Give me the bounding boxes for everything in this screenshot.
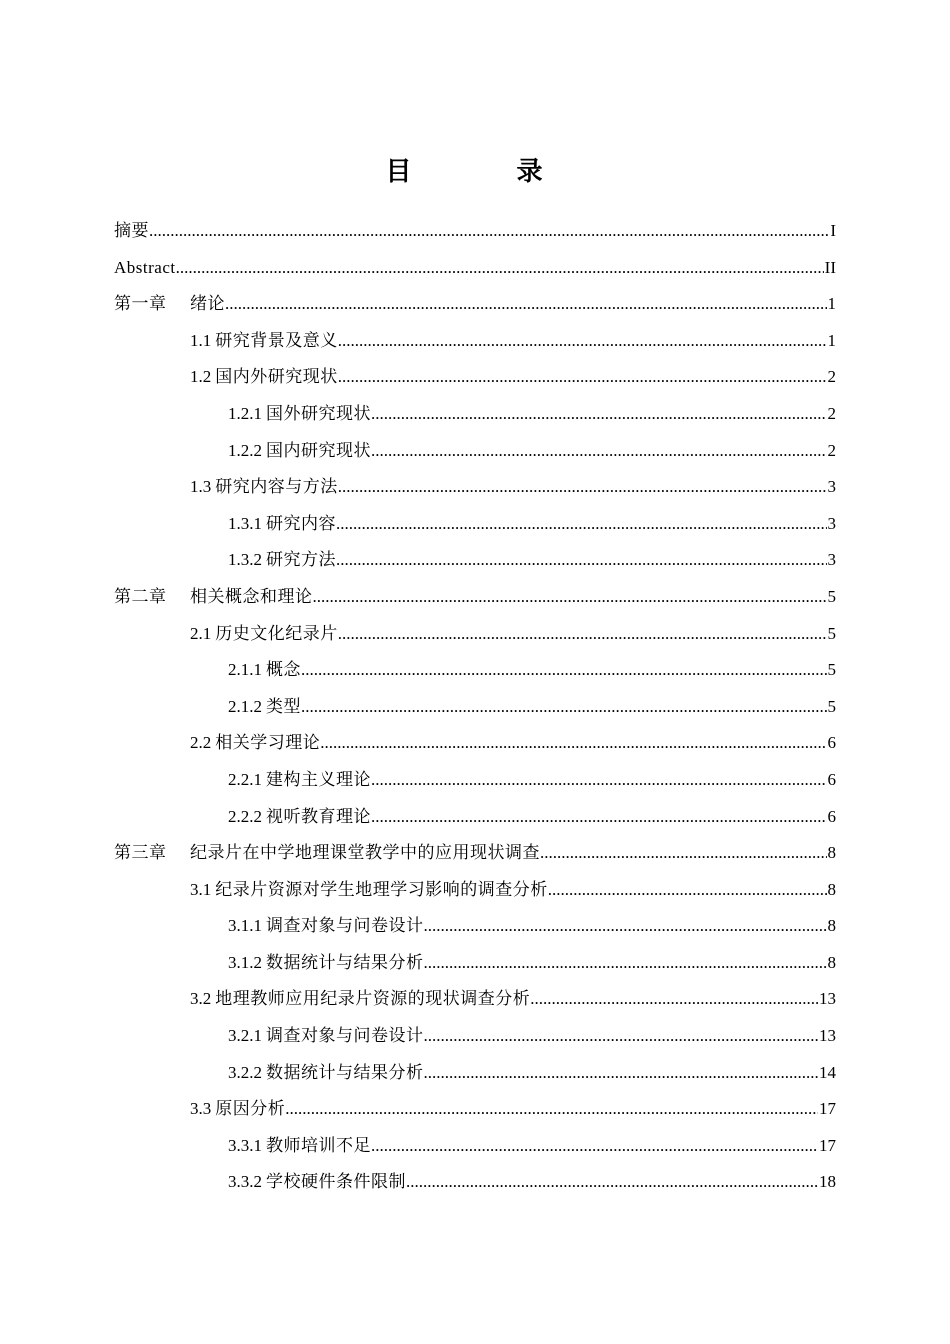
toc-entry-label: Abstract [114,257,176,277]
toc-entry-label: 教师培训不足 [266,1135,371,1155]
toc-page-number: 5 [827,696,836,716]
toc-entry[interactable] [114,1055,836,1092]
dot-leader [548,872,827,909]
dot-leader [301,652,827,689]
toc-page-number: 2 [827,367,836,387]
toc-entry-label: 相关学习理论 [215,733,321,753]
dot-leader [338,469,827,506]
toc-entry-heading [114,579,313,616]
dot-leader [424,1055,819,1092]
dot-leader [540,835,827,872]
toc-entry-heading [190,469,338,506]
toc-entry[interactable] [114,286,836,323]
toc-entry-heading [190,616,338,653]
toc-entry-heading [114,213,149,250]
toc-entry-label: 视听教育理论 [266,806,371,826]
toc-entry[interactable] [114,359,836,396]
toc-entry-heading [190,1091,285,1128]
toc-page-number: 8 [827,916,836,936]
dot-leader [149,213,829,250]
toc-entry-heading [228,506,336,543]
dot-leader [301,689,827,726]
toc-entry-label: 数据统计与结果分析 [266,1062,424,1082]
toc-section-number: 1.2 [190,367,212,387]
toc-section-number: 3.2.2 [228,1062,262,1082]
toc-entry[interactable] [114,506,836,543]
toc-entry-heading [228,1018,424,1055]
toc-page-number: 2 [827,440,836,460]
toc-entry-heading [114,286,225,323]
toc-entry-heading [190,725,320,762]
toc-entry-heading [190,359,338,396]
dot-leader [371,433,827,470]
toc-section-number: 1.3.2 [228,550,262,570]
dot-leader [225,286,827,323]
toc-section-number: 1.1 [190,330,212,350]
toc-page-number: 2 [827,403,836,423]
toc-entry-heading [228,1164,406,1201]
toc-entry[interactable] [114,396,836,433]
toc-page-number: 1 [827,330,836,350]
toc-entry-label: 历史文化纪录片 [215,623,338,643]
toc-page-number: 6 [827,733,836,753]
toc-entry-label: 学校硬件条件限制 [266,1172,406,1192]
toc-entry-heading [228,1128,371,1165]
toc-entry-label: 调查对象与问卷设计 [266,916,424,936]
toc-section-number: 3.1.1 [228,916,262,936]
toc-page-number: 8 [827,952,836,972]
toc-section-number: 1.2.1 [228,403,262,423]
toc-page-number: 13 [819,989,836,1009]
toc-entry-label: 地理教师应用纪录片资源的现状调查分析 [215,989,531,1009]
toc-page-number: 14 [819,1062,836,1082]
toc-section-number: 3.3.2 [228,1172,262,1192]
toc-entry-label: 国外研究现状 [266,403,371,423]
toc-entry-heading [228,908,424,945]
toc-page-number: 8 [827,879,836,899]
toc-section-number: 1.3.1 [228,513,262,533]
toc-section-number: 1.3 [190,477,212,497]
dot-leader [530,981,818,1018]
dot-leader [424,1018,819,1055]
dot-leader [338,323,827,360]
toc-entry[interactable] [114,323,836,360]
toc-entry[interactable] [114,579,836,616]
toc-entry-label: 建构主义理论 [266,769,371,789]
toc-entry[interactable] [114,250,836,287]
toc-entry[interactable] [114,872,836,909]
toc-entry-heading [228,689,301,726]
dot-leader [371,1128,818,1165]
toc-entry[interactable] [114,689,836,726]
toc-page-number: 3 [827,513,836,533]
toc-entry[interactable] [114,762,836,799]
toc-entry-heading [228,652,301,689]
toc-entry[interactable] [114,542,836,579]
toc-entry-label: 纪录片在中学地理课堂教学中的应用现状调查 [190,843,540,863]
dot-leader [406,1164,818,1201]
toc-entry-label: 摘要 [114,221,149,240]
dot-leader [424,945,827,982]
toc-page-number: 1 [827,294,836,314]
toc-entry[interactable] [114,981,836,1018]
dot-leader [285,1091,818,1128]
toc-entry-heading [228,799,371,836]
toc-entry-label: 研究内容 [266,513,336,533]
toc-section-number: 3.3.1 [228,1135,262,1155]
toc-entry[interactable] [114,1018,836,1055]
toc-entry[interactable] [114,616,836,653]
toc-entry[interactable] [114,1164,836,1201]
table-of-contents [114,213,836,1201]
toc-section-number: 3.2.1 [228,1026,262,1046]
dot-leader [336,506,827,543]
toc-entry-label: 相关概念和理论 [190,586,313,606]
toc-page-number: 3 [827,477,836,497]
toc-section-number: 3.1 [190,879,212,899]
toc-page-number: 5 [827,623,836,643]
toc-chapter-number: 第三章 [114,843,167,863]
toc-section-number: 2.2.1 [228,769,262,789]
toc-entry-label: 国内外研究现状 [215,367,338,387]
toc-page-number: II [824,257,836,277]
toc-entry-heading [228,945,424,982]
toc-entry[interactable] [114,469,836,506]
toc-page-number: 18 [819,1172,836,1192]
toc-section-number: 2.2.2 [228,806,262,826]
toc-entry-label: 纪录片资源对学生地理学习影响的调查分析 [215,879,548,899]
toc-page-number: 6 [827,769,836,789]
toc-section-number: 1.2.2 [228,440,262,460]
toc-page-number: 5 [827,586,836,606]
toc-entry[interactable] [114,213,836,250]
toc-entry-label: 研究内容与方法 [215,477,338,497]
dot-leader [320,725,826,762]
dot-leader [338,616,827,653]
toc-entry-label: 数据统计与结果分析 [266,952,424,972]
toc-entry-label: 国内研究现状 [266,440,371,460]
dot-leader [313,579,827,616]
dot-leader [336,542,827,579]
toc-entry-heading [228,762,371,799]
toc-entry-heading [228,1055,424,1092]
toc-entry[interactable] [114,433,836,470]
dot-leader [176,250,824,287]
toc-entry-heading [228,396,371,433]
toc-entry[interactable] [114,725,836,762]
toc-section-number: 2.1.2 [228,696,262,716]
toc-entry[interactable] [114,1091,836,1128]
toc-page-number: 8 [827,843,836,863]
toc-page-number: 13 [819,1026,836,1046]
toc-page-number: 3 [827,550,836,570]
toc-entry-heading [228,542,336,579]
toc-section-number: 3.2 [190,989,212,1009]
page-title: 目 录 [385,157,591,187]
toc-chapter-number: 第一章 [114,294,167,314]
toc-entry-label: 绪论 [190,294,225,314]
toc-entry[interactable] [114,945,836,982]
toc-entry-label: 概念 [266,660,301,680]
toc-entry-label: 原因分析 [215,1099,286,1119]
toc-section-number: 2.1 [190,623,212,643]
toc-entry-heading [114,835,540,872]
toc-entry[interactable] [114,799,836,836]
toc-entry-heading [190,981,530,1018]
toc-section-number: 3.1.2 [228,952,262,972]
dot-leader [338,359,827,396]
toc-page-number: 17 [819,1135,836,1155]
dot-leader [424,908,827,945]
toc-section-number: 2.1.1 [228,660,262,680]
toc-section-number: 3.3 [190,1099,212,1119]
toc-entry[interactable] [114,652,836,689]
toc-page-number: 6 [827,806,836,826]
toc-entry-label: 研究方法 [266,550,336,570]
toc-entry-heading [114,250,176,287]
toc-entry[interactable] [114,908,836,945]
dot-leader [371,396,827,433]
toc-page-number: 5 [827,660,836,680]
toc-entry-heading [228,433,371,470]
toc-page-number: 17 [819,1099,836,1119]
toc-chapter-number: 第二章 [114,586,167,606]
dot-leader [371,762,827,799]
toc-entry[interactable] [114,835,836,872]
toc-page-number: I [830,221,836,240]
toc-entry-label: 调查对象与问卷设计 [266,1026,424,1046]
dot-leader [371,799,827,836]
toc-entry-heading [190,872,548,909]
toc-entry-label: 研究背景及意义 [215,330,338,350]
toc-entry-heading [190,323,338,360]
toc-entry[interactable] [114,1128,836,1165]
toc-section-number: 2.2 [190,733,212,753]
toc-entry-label: 类型 [266,696,301,716]
